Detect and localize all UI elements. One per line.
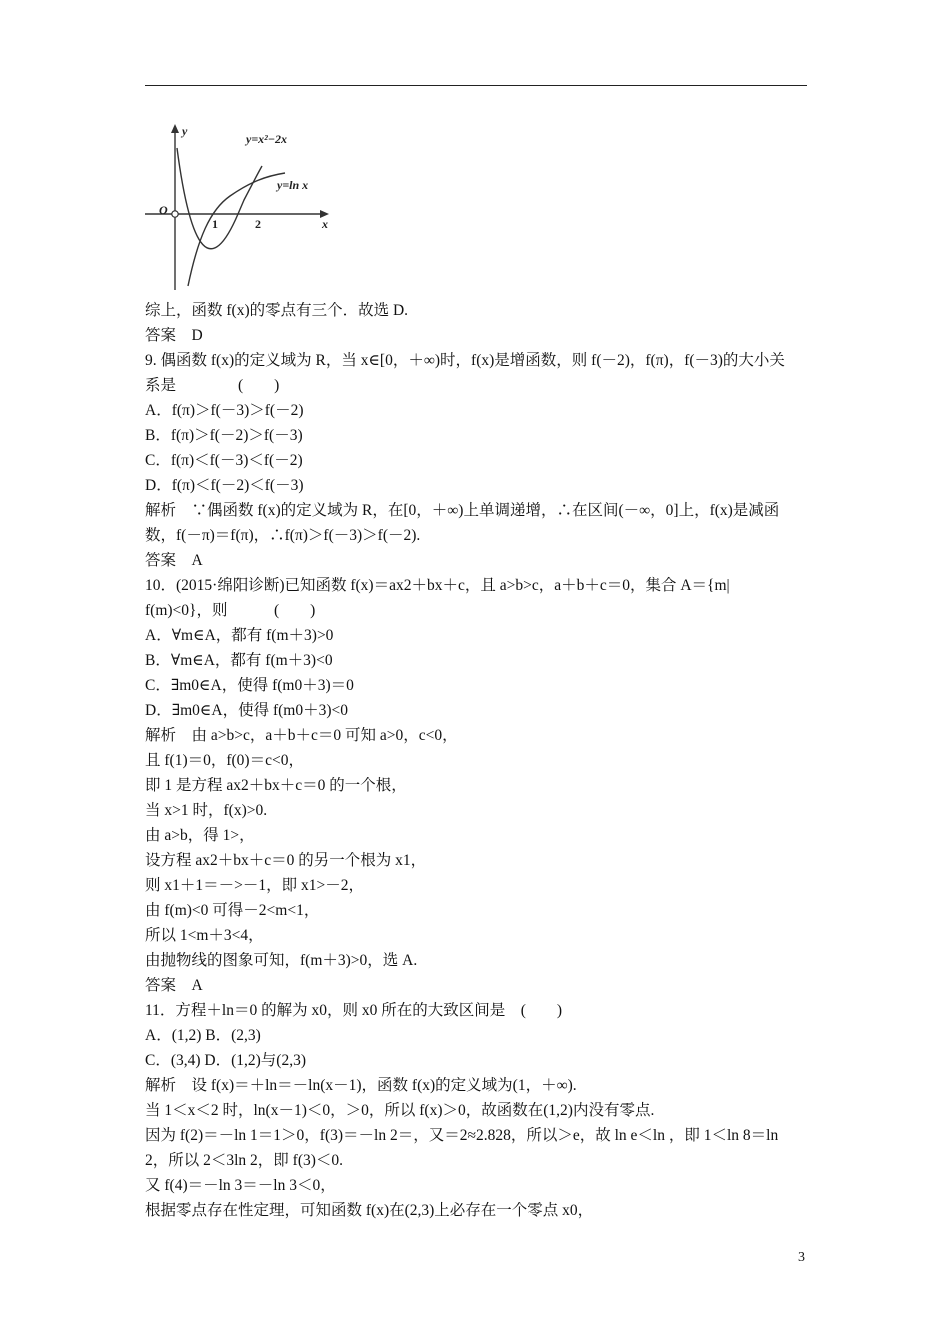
text-line: 由 f(m)<0 可得－2<m<1， (145, 902, 320, 919)
text-line: 系是 ( ) (145, 377, 280, 394)
parabola-curve (177, 148, 262, 249)
text-line: 2，所以 2＜3ln 2，即 f(3)＜0. (145, 1152, 344, 1169)
text-line: 解析 ∵偶函数 f(x)的定义域为 R，在[0，＋∞)上单调递增，∴在区间(－∞，0]上，f(x)是减函 (145, 502, 780, 519)
text-line: 由 a>b，得 1>， (145, 827, 255, 844)
text-line: A．∀m∈A，都有 f(m＋3)>0 (145, 627, 334, 644)
page-number: 3 (798, 1250, 805, 1265)
text-line: C．(3,4) D．(1,2)与(2,3) (145, 1052, 307, 1069)
text-line: B．∀m∈A，都有 f(m＋3)<0 (145, 652, 333, 669)
solution-text (145, 298, 807, 1223)
text-line: 且 f(1)＝0，f(0)＝c<0， (145, 752, 304, 769)
text-line: 数，f(－π)＝f(π)，∴f(π)＞f(－3)＞f(－2). (145, 527, 421, 544)
text-line: 设方程 ax2＋bx＋c＝0 的另一个根为 x1， (145, 852, 427, 869)
text-line: D．∃m0∈A，使得 f(m0＋3)<0 (145, 702, 348, 719)
tick-label-2: 2 (255, 217, 261, 231)
origin-point (172, 211, 178, 217)
text-line: 解析 由 a>b>c，a＋b＋c＝0 可知 a>0，c<0， (145, 727, 458, 744)
text-line: 则 x1＋1＝－>－1，即 x1>－2， (145, 877, 364, 894)
text-line: D．f(π)＜f(－2)＜f(－3) (145, 477, 304, 494)
y-axis-arrow (171, 124, 179, 133)
y-axis-label: y (182, 124, 188, 138)
x-axis-label: x (322, 217, 328, 231)
text-line: 当 1＜x＜2 时，ln(x－1)＜0，＞0，所以 f(x)＞0，故函数在(1,2)内没有零点. (145, 1102, 655, 1119)
text-line: f(m)<0}，则 ( ) (145, 602, 316, 619)
text-line: C．f(π)＜f(－3)＜f(－2) (145, 452, 303, 469)
text-line: 综上，函数 f(x)的零点有三个．故选 D. (145, 302, 409, 319)
text-line: A．(1,2) B．(2,3) (145, 1027, 261, 1044)
text-line: 根据零点存在性定理，可知函数 f(x)在(2,3)上必存在一个零点 x0， (145, 1202, 594, 1219)
text-line: 所以 1<m＋3<4， (145, 927, 264, 944)
parabola-label: y=x²−2x (246, 132, 288, 146)
text-line: C．∃m0∈A，使得 f(m0＋3)＝0 (145, 677, 354, 694)
text-line: A．f(π)＞f(－3)＞f(－2) (145, 402, 304, 419)
tick-label-1: 1 (212, 217, 218, 231)
text-line: 10．(2015·绵阳诊断)已知函数 f(x)＝ax2＋bx＋c，且 a>b>c，a＋b＋c＝0，集合 A＝{m| (145, 577, 730, 594)
text-line: 由抛物线的图象可知，f(m＋3)>0，选 A. (145, 952, 418, 969)
text-line: 解析 设 f(x)＝＋ln＝－ln(x－1)，函数 f(x)的定义域为(1，＋∞). (145, 1077, 577, 1094)
header-rule (145, 85, 807, 86)
text-line: 又 f(4)＝－ln 3＝－ln 3＜0， (145, 1177, 336, 1194)
text-line: B．f(π)＞f(－2)＞f(－3) (145, 427, 303, 444)
text-line: 答案 A (145, 977, 203, 994)
text-line: 11．方程＋ln＝0 的解为 x0，则 x0 所在的大致区间是 ( ) (145, 1002, 563, 1019)
log-label: y=ln x (277, 178, 309, 192)
origin-label: O (159, 203, 168, 217)
text-line: 答案 A (145, 552, 203, 569)
text-line: 因为 f(2)＝－ln 1＝1＞0，f(3)＝－ln 2＝，又＝2≈2.828，所以＞e，故 ln e＜ln ，即 1＜ln 8＝ln (145, 1127, 779, 1144)
text-line: 答案 D (145, 327, 203, 344)
log-curve (188, 173, 285, 286)
function-graph-figure (140, 118, 340, 298)
text-line: 当 x>1 时，f(x)>0. (145, 802, 268, 819)
text-line: 即 1 是方程 ax2＋bx＋c＝0 的一个根， (145, 777, 407, 794)
text-line: 9. 偶函数 f(x)的定义域为 R，当 x∈[0，＋∞)时，f(x)是增函数，则 f(－2)，f(π)，f(－3)的大小关 (145, 352, 785, 369)
